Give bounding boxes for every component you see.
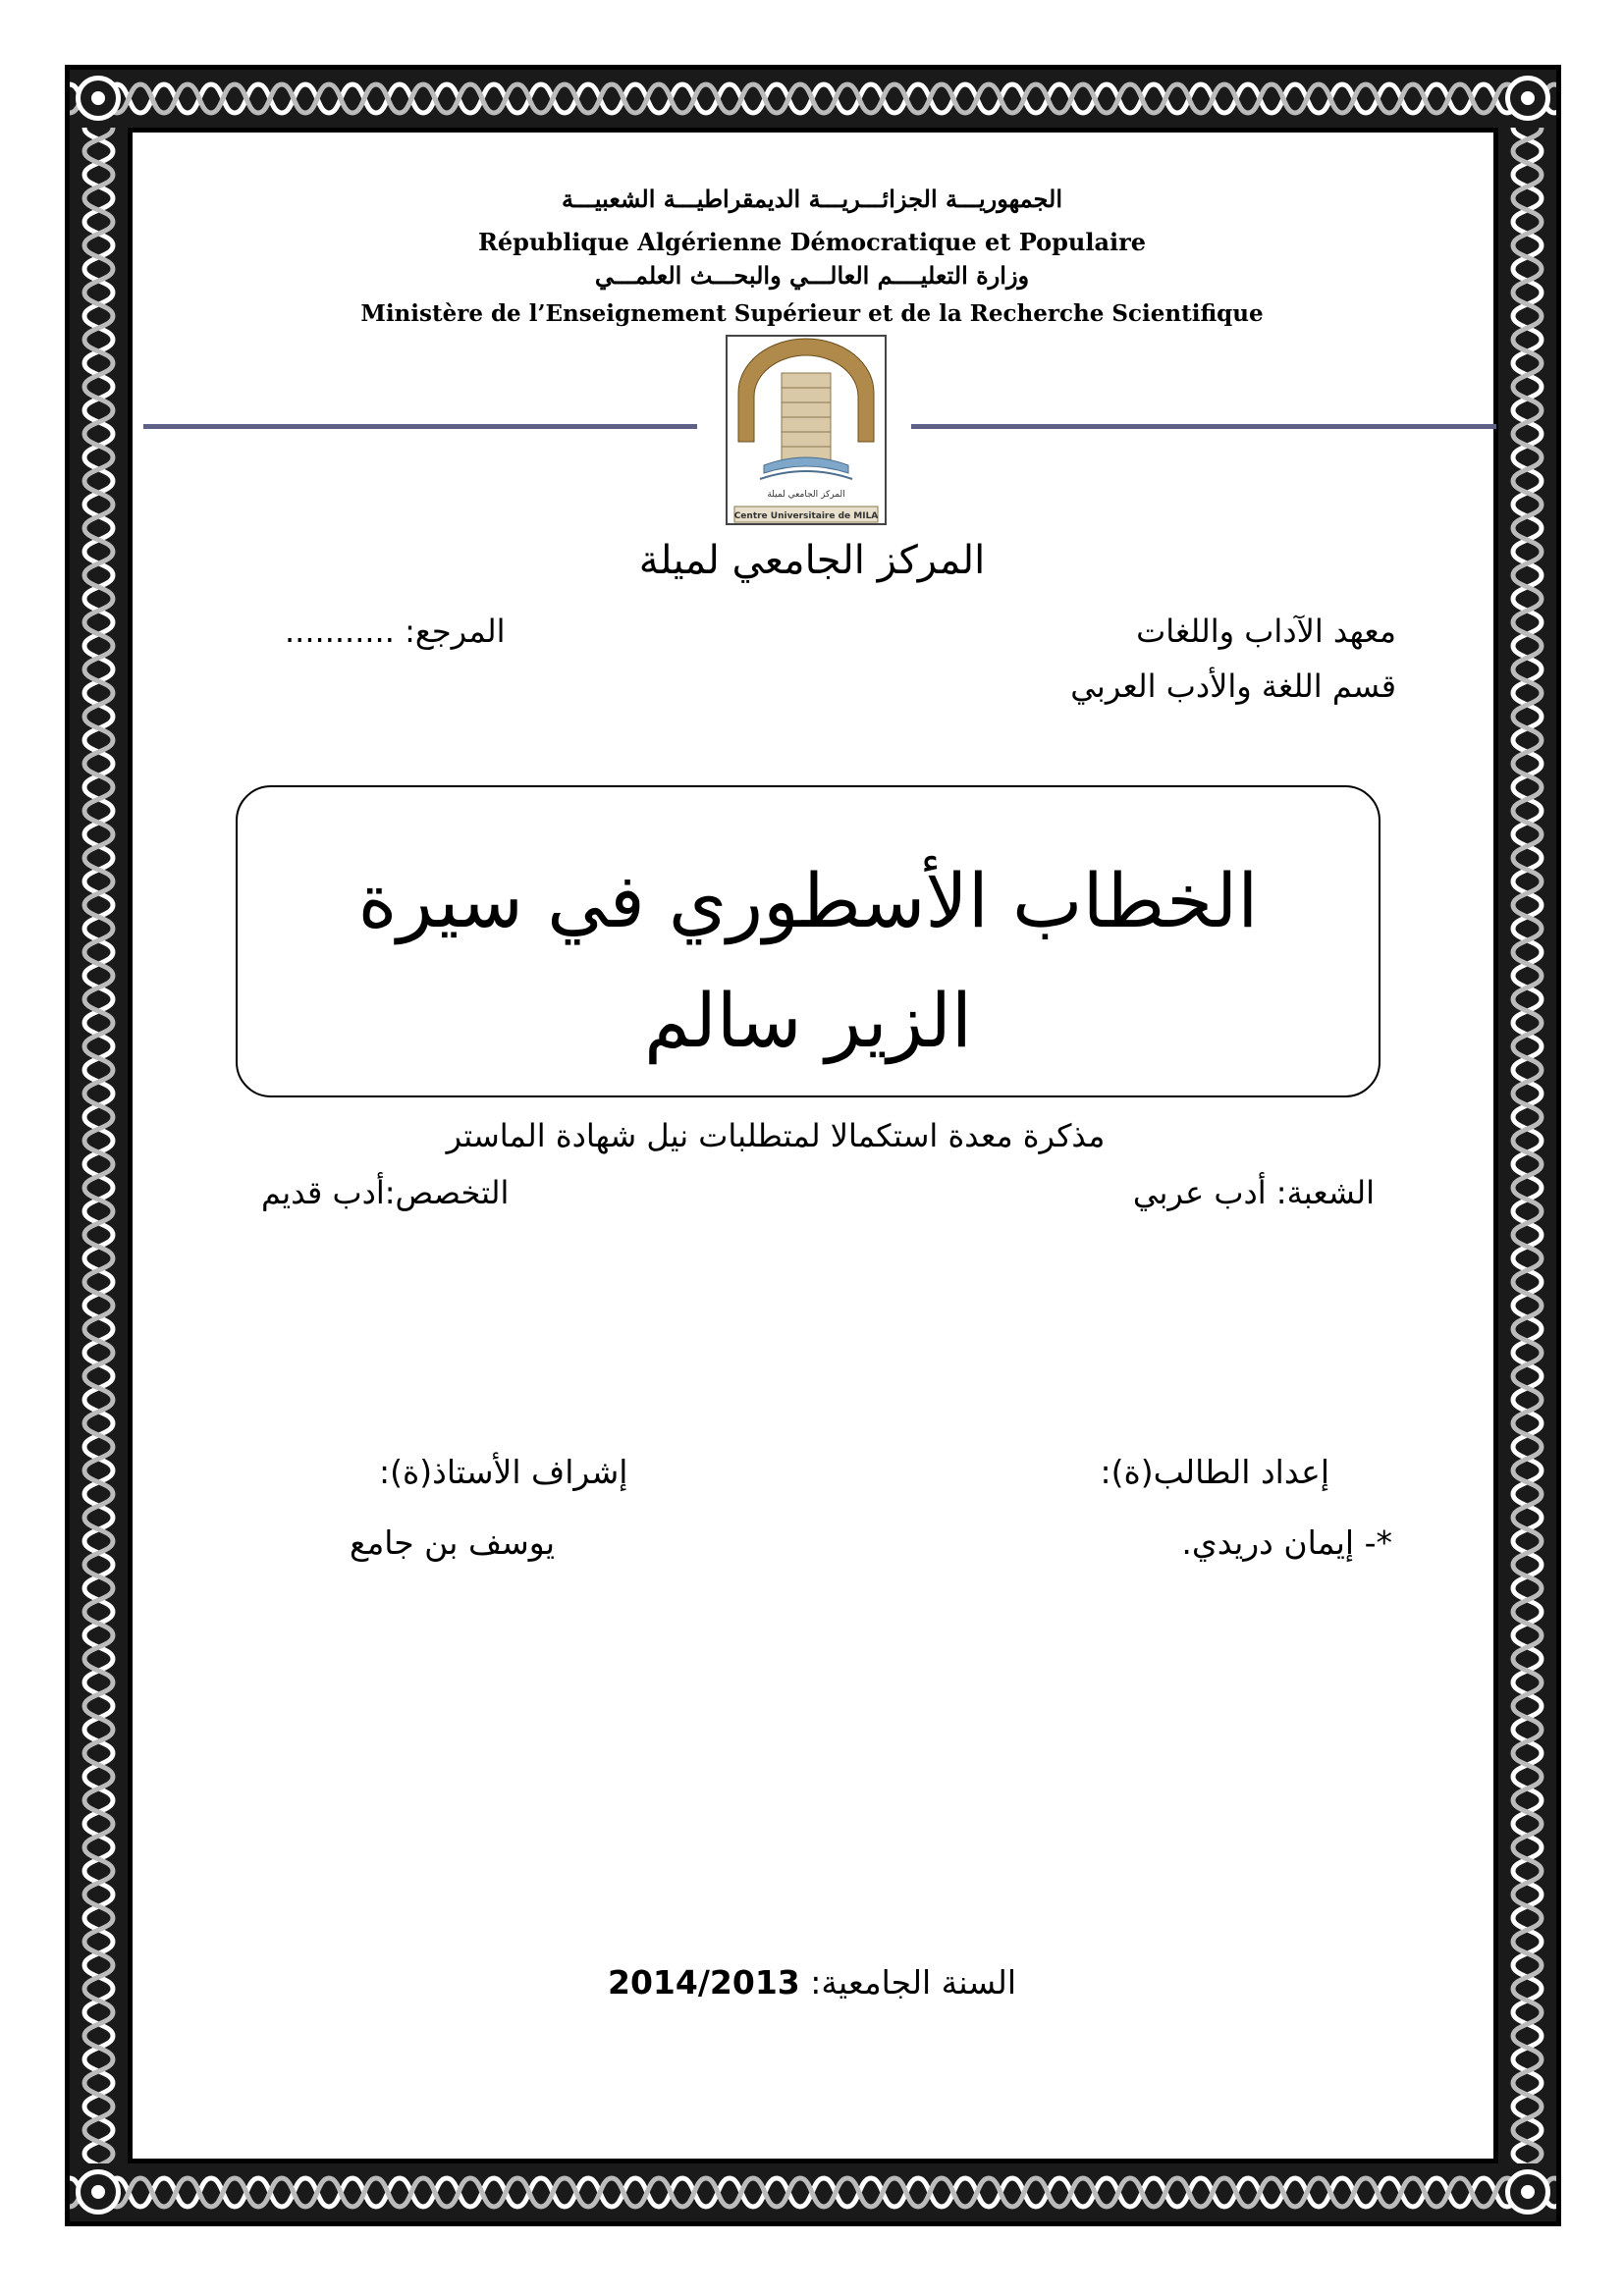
supervisor-label: إشراف الأستاذ(ة): — [379, 1453, 628, 1491]
thesis-title-line-1: الخطاب الأسطوري في سيرة — [357, 857, 1259, 944]
university-logo — [725, 334, 888, 526]
department-name: قسم اللغة والأدب العربي — [1070, 667, 1396, 705]
logo-inner-text: المركز الجامعي لميلة — [767, 490, 845, 500]
border-band-bottom — [70, 2163, 1556, 2221]
republic-french: République Algérienne Démocratique et Populaire — [477, 228, 1147, 256]
center-name: المركز الجامعي لميلة — [638, 538, 986, 583]
republic-arabic: الجمهوريـــة الجزائـــريـــة الديمقراطيـــة الشعبيـــة — [561, 185, 1063, 213]
reference-label: المرجع: ........... — [285, 613, 506, 650]
border-band-left — [70, 128, 128, 2163]
academic-year — [0, 1963, 1624, 2002]
logo-caption: Centre Universitaire de MILA — [733, 511, 879, 521]
ministry-arabic: وزارة التعليــــم العالـــي والبحـــث العلمـــي — [594, 261, 1030, 290]
thesis-subtitle: مذكرة معدة استكمالا لمتطلبات نيل شهادة الماستر — [446, 1117, 1106, 1154]
institute-name: معهد الآداب واللغات — [1136, 613, 1396, 650]
border-band-right — [1498, 128, 1556, 2163]
corner-ornament-bottom-right — [1505, 2169, 1550, 2215]
academic-year-value: 2014/2013 — [608, 1963, 800, 2002]
student-name: *- إيمان دريدي. — [1181, 1523, 1392, 1562]
corner-ornament-bottom-left — [76, 2169, 121, 2215]
header-rule-left — [143, 424, 697, 429]
branch-label: الشعبة: أدب عربي — [1132, 1174, 1375, 1211]
supervisor-name: يوسف بن جامع — [350, 1523, 556, 1562]
student-label: إعداد الطالب(ة): — [1100, 1453, 1329, 1491]
corner-ornament-top-right — [1505, 76, 1550, 121]
thesis-title-line-2: الزير سالم — [643, 977, 973, 1064]
border-band-top — [70, 70, 1556, 128]
corner-ornament-top-left — [76, 76, 121, 121]
academic-year-label: السنة الجامعية: — [810, 1963, 1016, 2002]
specialty-label: التخصص:أدب قديم — [261, 1174, 510, 1211]
header-rule-right — [911, 424, 1496, 429]
ministry-french: Ministère de l’Enseignement Supérieur et de la Recherche Scientifique — [360, 300, 1264, 327]
